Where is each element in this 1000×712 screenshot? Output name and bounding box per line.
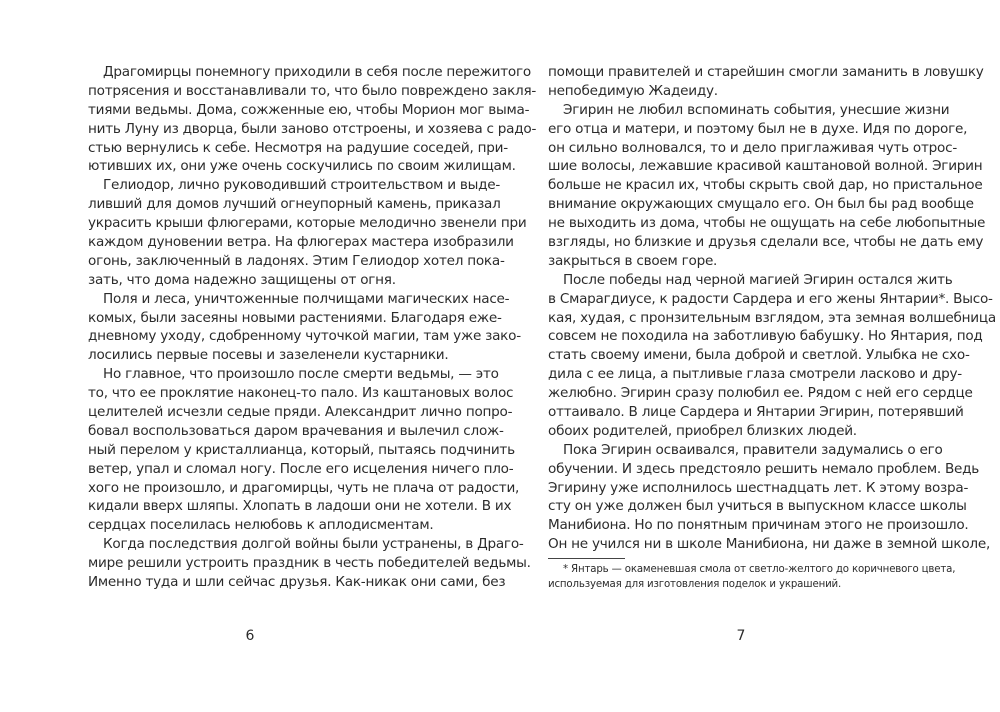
text-line: Он не учился ни в школе Манибиона, ни даже в земной школе, <box>548 536 991 553</box>
text-line: непобедимую Жадеиду. <box>548 82 718 99</box>
text-line: каждом дуновении ветра. На флюгерах мастера изобразили <box>88 234 514 251</box>
text-line: После победы над черной магией Эгирин остался жить <box>563 271 953 288</box>
text-line: лосились первые посевы и зазеленели кустарники. <box>88 347 449 364</box>
text-line: целителей исчезли седые пряди. Александрит лично попро- <box>88 404 513 421</box>
text-line: Манибиона. Но по понятным причинам этого не произошло. <box>548 517 969 534</box>
text-line: стать своему имени, была доброй и светлой. Улыбка не схо- <box>548 347 970 364</box>
text-line: Эгирин не любил вспоминать события, унесшие жизни <box>563 101 950 118</box>
text-line: в Смарагдиусе, к радости Сардера и его жены Янтарии*. Высо- <box>548 290 993 307</box>
text-line: больше не красил их, чтобы скрыть свой дар, но пристальное <box>548 177 983 194</box>
text-line: помощи правителей и старейшин смогли заманить в ловушку <box>548 64 984 80</box>
text-line: сту он уже должен был учиться в выпускном классе школы <box>548 498 967 515</box>
footnote-divider <box>548 558 625 559</box>
text-line: то, что ее проклятие наконец-то пало. Из каштановых волос <box>88 385 514 402</box>
text-line: огонь, заключенный в ладонях. Этим Гелиодор хотел пока- <box>88 252 505 269</box>
text-line: Именно туда и шли сейчас друзья. Как-никак они сами, без <box>88 574 506 591</box>
text-line: закрыться в своем горе. <box>548 252 718 269</box>
text-line: Эгирину уже исполнилось шестнадцать лет. К этому возра- <box>548 479 969 496</box>
text-line: сердцах поселилась нелюбовь к аплодисментам. <box>88 517 434 534</box>
text-line: дила с ее лица, а пытливые глаза смотрели ласково и дру- <box>548 366 962 383</box>
text-line: ветер, упал и сломал ногу. После его исцеления ничего пло- <box>88 460 514 477</box>
text-line: обучении. И здесь предстояло решить немало проблем. Ведь <box>548 460 980 477</box>
text-line: Когда последствия долгой войны были устранены, в Драго- <box>103 536 524 553</box>
text-line: Драгомирцы понемногу приходили в себя после пережитого <box>103 64 531 80</box>
text-line: тиями ведьмы. Дома, сожженные ею, чтобы Морион мог выма- <box>88 101 530 118</box>
text-line: бовал воспользоваться даром врачевания и вылечил слож- <box>88 422 504 439</box>
text-line: обоих родителей, приобрел близких людей. <box>548 422 857 439</box>
text-line: взгляды, но близкие и друзья сделали все, чтобы не дать ему <box>548 234 984 251</box>
right-page <box>500 0 1000 712</box>
text-line: дневному уходу, сдобренному чуточкой магии, там уже зако- <box>88 328 521 345</box>
text-line: совсем не походила на заботливую бабушку. Но Янтария, под <box>548 328 983 345</box>
text-line: * Янтарь — окаменевшая смола от светло-желтого до коричневого цвета, <box>563 564 956 575</box>
text-line: Гелиодор, лично руководивший строительством и выде- <box>103 177 501 194</box>
left-page-body <box>88 63 537 592</box>
text-line: Пока Эгирин осваивался, правители задумались о его <box>563 441 943 458</box>
text-line: желюбно. Эгирин сразу полюбил ее. Рядом с ней его сердце <box>548 385 973 402</box>
text-line: комых, были засеяны новыми растениями. Благодаря еже- <box>88 309 502 326</box>
text-line: нить Луну из дворца, были заново отстроены, и хозяева с радо- <box>88 120 537 137</box>
text-line: потрясения и восстанавливали то, что было повреждено закля- <box>88 82 537 99</box>
text-line: Поля и леса, уничтоженные полчищами магических насе- <box>103 290 510 307</box>
text-line: стью вернулись к себе. Несмотря на радушие соседей, при- <box>88 139 508 156</box>
text-line: он сильно волновался, то и дело приглаживая чуть отрос- <box>548 139 957 156</box>
text-line: используемая для изготовления поделок и украшений. <box>548 579 842 590</box>
text-line: его отца и матери, и поэтому был не в духе. Идя по дороге, <box>548 120 968 137</box>
text-line: кидали вверх шляпы. Хлопать в ладоши они не хотели. В их <box>88 498 512 515</box>
text-line: Но главное, что произошло после смерти ведьмы, — это <box>103 366 499 383</box>
footnote <box>548 562 956 592</box>
text-line: хого не произошло, и драгомирцы, чуть не плача от радости, <box>88 479 520 496</box>
text-line: не выходить из дома, чтобы не ощущать на себе любопытные <box>548 215 986 232</box>
text-line: ютивших их, они уже очень соскучились по своим жилищам. <box>88 158 516 175</box>
left-page-number: 6 <box>245 628 255 644</box>
text-line: мире решили устроить праздник в честь победителей ведьмы. <box>88 555 531 572</box>
text-line: украсить крыши флюгерами, которые мелодично звенели при <box>88 215 527 232</box>
text-line: оттаивало. В лице Сардера и Янтарии Эгирин, потерявший <box>548 404 964 421</box>
right-page-number: 7 <box>736 628 746 644</box>
text-line: ливший для домов лучший огнеупорный камень, приказал <box>88 196 501 213</box>
text-line: шие волосы, лежавшие красивой каштановой волной. Эгирин <box>548 158 983 175</box>
text-line: внимание окружающих смущало его. Он был бы рад вообще <box>548 196 974 213</box>
text-line: зать, что дома надежно защищены от огня. <box>88 271 396 288</box>
right-page-body <box>548 63 996 554</box>
text-line: ный перелом у кристаллианца, который, пытаясь подчинить <box>88 441 515 458</box>
text-line: кая, худая, с пронзительным взглядом, эта земная волшебница <box>548 309 996 326</box>
